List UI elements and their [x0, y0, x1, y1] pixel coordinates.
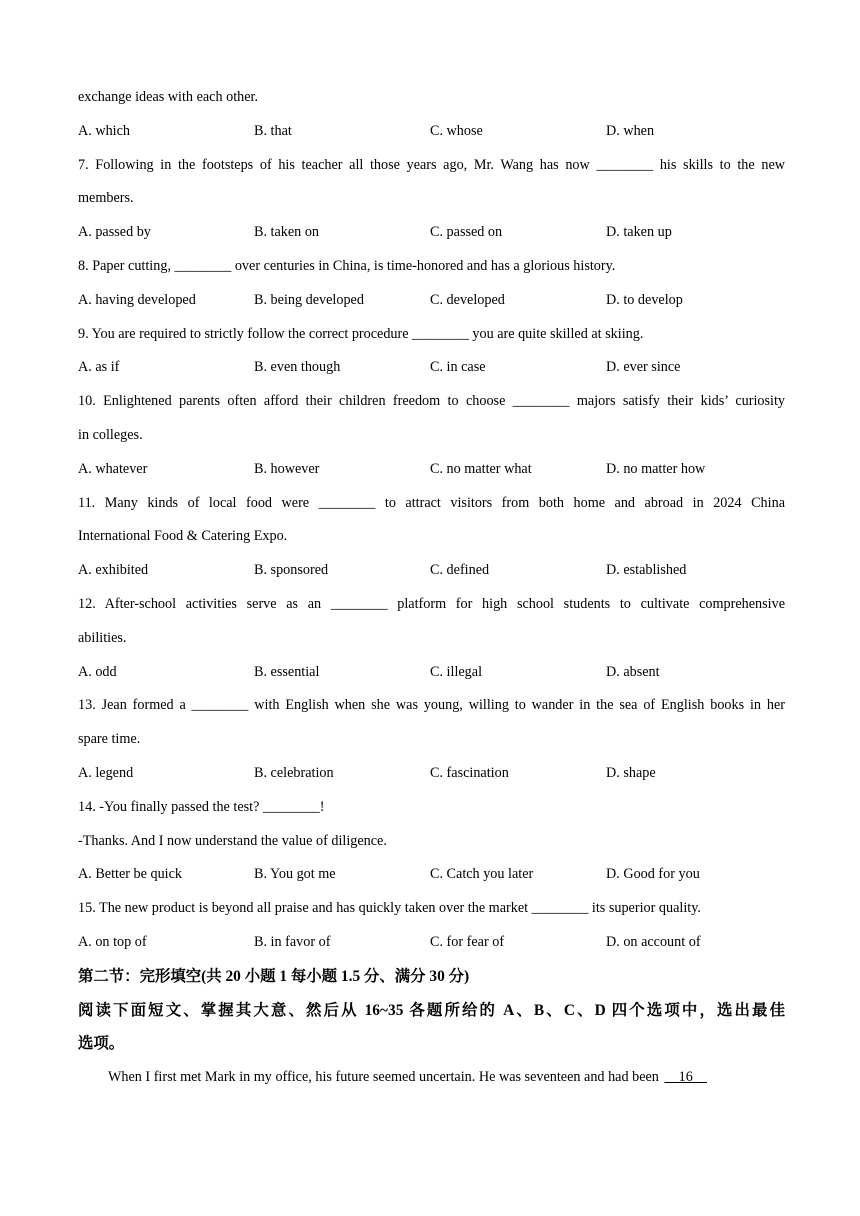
option-b: B. even though [254, 359, 341, 376]
question-7-line-1: 7. Following in the footsteps of his teacher all those years ago, Mr. Wang has now ________ his skills to the new [78, 156, 785, 173]
option-a: A. passed by [78, 224, 151, 241]
option-a: A. Better be quick [78, 866, 183, 883]
question-12-line-1: 12. After-school activities serve as an ________ platform for high school students to cultivate comprehensive [78, 595, 785, 612]
option-b: B. however [254, 460, 320, 477]
question-8-line-1: 8. Paper cutting, ________ over centuries in China, is time-honored and has a glorious history. [78, 257, 616, 274]
question-6-options [78, 115, 785, 149]
option-b: B. being developed [254, 291, 364, 308]
option-a: A. which [78, 122, 131, 139]
exam-page [78, 81, 785, 1095]
option-b: B. in favor of [254, 933, 331, 950]
option-a: A. as if [78, 359, 120, 376]
question-9-options [78, 351, 785, 385]
option-d: D. no matter how [606, 460, 706, 477]
option-d: D. absent [606, 663, 660, 680]
question-13-line-2: spare time. [78, 731, 141, 748]
option-a: A. whatever [78, 460, 148, 477]
option-b: B. You got me [254, 866, 336, 883]
question-12-options [78, 656, 785, 690]
option-d: D. to develop [606, 291, 683, 308]
question-10-options [78, 453, 785, 487]
question-10-line-2: in colleges. [78, 426, 143, 443]
option-a: A. exhibited [78, 562, 149, 579]
question-13-line-1: 13. Jean formed a ________ with English when she was young, willing to wander in the sea of English books in her [78, 697, 785, 714]
blank-16 [662, 1069, 709, 1085]
passage-text: When I first met Mark in my office, his future seemed uncertain. He was seventeen and had been [108, 1069, 663, 1086]
option-b: B. taken on [254, 224, 320, 241]
question-13-options [78, 757, 785, 791]
passage-first-line [78, 1061, 785, 1095]
section-instruction-line-1: 阅读下面短文、掌握其大意、然后从 16~35 各题所给的 A、B、C、D 四个选项中，选出最佳 [78, 1001, 785, 1019]
option-c: C. developed [430, 291, 505, 308]
option-d: D. Good for you [606, 866, 700, 883]
option-c: C. whose [430, 122, 483, 139]
option-b: B. celebration [254, 764, 334, 781]
question-14-line-1: 14. -You finally passed the test? ________! [78, 798, 325, 815]
option-a: A. legend [78, 764, 134, 781]
option-d: D. established [606, 562, 687, 579]
question-7-line-2: members. [78, 190, 134, 207]
option-d: D. on account of [606, 933, 701, 950]
option-a: A. on top of [78, 933, 147, 950]
option-c: C. Catch you later [430, 866, 534, 883]
option-c: C. passed on [430, 224, 503, 241]
section-instruction-line-2: 选项。 [78, 1035, 125, 1053]
option-b: B. sponsored [254, 562, 329, 579]
option-a: A. having developed [78, 291, 196, 308]
option-d: D. shape [606, 764, 656, 781]
option-d: D. ever since [606, 359, 681, 376]
question-14-options [78, 858, 785, 892]
option-d: D. when [606, 122, 655, 139]
question-11-options [78, 554, 785, 588]
question-9-line-1: 9. You are required to strictly follow the correct procedure ________ you are quite skilled at skiing. [78, 325, 644, 342]
question-15-options [78, 926, 785, 960]
question-11-line-2: International Food & Catering Expo. [78, 528, 288, 545]
question-14-line-2: -Thanks. And I now understand the value of diligence. [78, 832, 387, 849]
question-7-options [78, 216, 785, 250]
option-d: D. taken up [606, 224, 672, 241]
option-c: C. no matter what [430, 460, 532, 477]
question-6-tail: exchange ideas with each other. [78, 89, 259, 105]
section-heading: 第二节：完形填空(共 20 小题 1 每小题 1.5 分、满分 30 分) [78, 967, 470, 985]
question-11-line-1: 11. Many kinds of local food were ________ to attract visitors from both home and abroad in 2024 China [78, 494, 785, 511]
blank-number: 16 [678, 1069, 693, 1086]
option-c: C. in case [430, 359, 486, 376]
question-8-options [78, 284, 785, 318]
question-12-line-2: abilities. [78, 629, 127, 646]
option-c: C. defined [430, 562, 490, 579]
option-b: B. essential [254, 663, 320, 680]
question-10-line-1: 10. Enlightened parents often afford their children freedom to choose ________ majors satisfy their kids’ curiosity [78, 393, 785, 410]
question-15-line-1: 15. The new product is beyond all praise and has quickly taken over the market ________ its superior quality. [78, 900, 701, 917]
option-b: B. that [254, 122, 292, 139]
option-c: C. for fear of [430, 933, 505, 950]
option-c: C. fascination [430, 764, 509, 781]
option-a: A. odd [78, 663, 117, 680]
option-c: C. illegal [430, 663, 483, 680]
